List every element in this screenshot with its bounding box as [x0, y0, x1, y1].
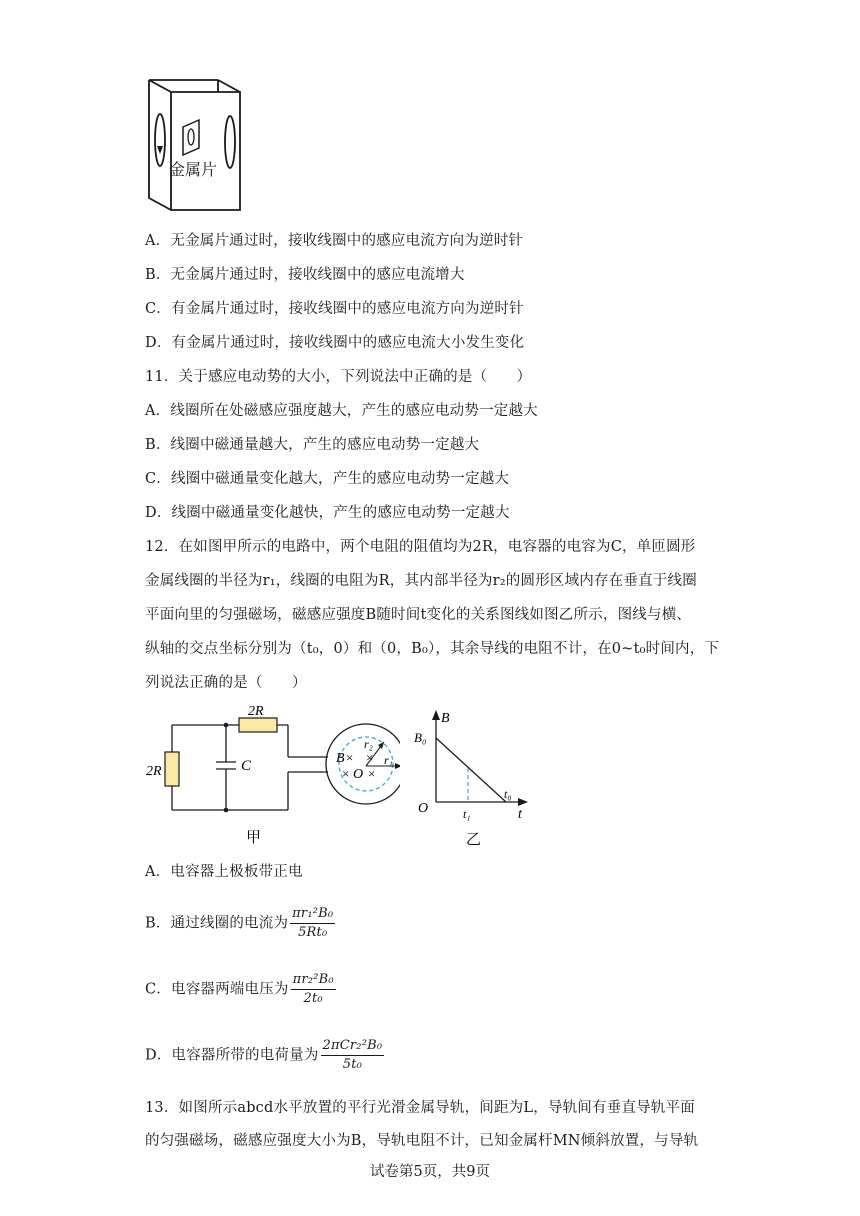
- field-b-label: B: [336, 751, 345, 766]
- q12-option-b-numerator: πr₁²B₀: [290, 906, 335, 924]
- q10-option-a: A．无金属片通过时，接收线圈中的感应电流方向为逆时针: [145, 233, 524, 249]
- q12-option-b-fraction: [290, 906, 335, 941]
- q11-option-c: C．线圈中磁通量变化越大，产生的感应电动势一定越大: [145, 471, 510, 487]
- q12-option-b: [145, 906, 335, 941]
- q12-option-c-numerator: πr₂²B₀: [291, 972, 336, 990]
- q10-option-d: D．有金属片通过时，接收线圈中的感应电流大小发生变化: [145, 335, 525, 351]
- q12-option-c-fraction: [291, 972, 336, 1007]
- q12-option-d: [145, 1038, 384, 1073]
- q12-stem-line-4: 纵轴的交点坐标分别为（t₀，0）和（0，B₀），其余导线的电阻不计，在0~t₀时间内，下: [145, 641, 720, 657]
- t0-label: t₀: [504, 787, 512, 801]
- r1-label: r₁: [384, 753, 393, 767]
- cross-1: ×: [346, 750, 354, 765]
- b0-label: B₀: [414, 730, 427, 745]
- cross-2: ×: [366, 750, 374, 765]
- circuit-caption: 甲: [246, 830, 262, 846]
- q12-option-b-text: B．通过线圈的电流为: [145, 915, 289, 932]
- q12-option-d-fraction: [321, 1038, 385, 1073]
- q13-line-2: 的匀强磁场，磁感应强度大小为B，导轨电阻不计，已知金属杆MN倾斜放置，与导轨: [145, 1133, 699, 1149]
- t-axis-label: t: [518, 807, 522, 822]
- t1-label: t₁: [463, 807, 471, 821]
- q12-stem-line-1: 12．在如图甲所示的电路中，两个电阻的阻值均为2R，电容器的电容为C，单匝圆形: [145, 539, 696, 555]
- circuit-diagram: [140, 700, 400, 850]
- q12-option-a: A．电容器上极板带正电: [145, 864, 303, 880]
- resistor-top-label: 2R: [248, 704, 264, 719]
- q11-option-b: B．线圈中磁通量越大，产生的感应电动势一定越大: [145, 437, 480, 453]
- center-o-label: O: [353, 767, 364, 782]
- q11-stem: 11．关于感应电动势的大小，下列说法中正确的是（ ）: [145, 369, 532, 385]
- q12-stem-line-2: 金属线圈的半径为r₁，线圈的电阻为R，其内部半径为r₂的圆形区域内存在垂直于线圈: [145, 573, 697, 589]
- q12-option-c-denominator: 2t₀: [303, 991, 323, 1006]
- q11-option-d: D．线圈中磁通量变化越快，产生的感应电动势一定越大: [145, 505, 510, 521]
- graph-caption: 乙: [466, 832, 482, 848]
- metal-sheet-label: 金属片: [169, 162, 218, 179]
- q12-option-c-text: C．电容器两端电压为: [145, 981, 289, 998]
- q12-option-d-denominator: 5t₀: [342, 1057, 363, 1072]
- metal-detector-figure: [145, 72, 245, 217]
- q12-option-d-numerator: 2πCr₂²B₀: [321, 1038, 385, 1056]
- cross-3: ×: [342, 766, 350, 781]
- q12-stem-line-5: 列说法正确的是（ ）: [145, 675, 307, 691]
- capacitor-label: C: [241, 758, 252, 774]
- q12-stem-line-3: 平面向里的匀强磁场，磁感应强度B随时间t变化的关系图线如图乙所示，图线与横、: [145, 607, 692, 623]
- resistor-left-label: 2R: [146, 764, 162, 779]
- q10-option-c: C．有金属片通过时，接收线圈中的感应电流方向为逆时针: [145, 301, 524, 317]
- q11-option-a: A．线圈所在处磁感应强度越大，产生的感应电动势一定越大: [145, 403, 538, 419]
- q12-option-d-text: D．电容器所带的电荷量为: [145, 1047, 319, 1064]
- b-t-graph: [410, 708, 540, 850]
- page-footer: 试卷第5页，共9页: [370, 1164, 490, 1180]
- cross-4: ×: [368, 766, 376, 781]
- q12-option-b-denominator: 5Rt₀: [298, 925, 328, 940]
- q10-option-b: B．无金属片通过时，接收线圈中的感应电流增大: [145, 267, 465, 283]
- q13-line-1: 13．如图所示abcd水平放置的平行光滑金属导轨，间距为L，导轨间有垂直导轨平面: [145, 1100, 695, 1116]
- origin-label: O: [418, 801, 429, 816]
- q12-option-c: [145, 972, 336, 1007]
- r2-label: r₂: [364, 737, 373, 751]
- b-axis-label: B: [441, 711, 450, 726]
